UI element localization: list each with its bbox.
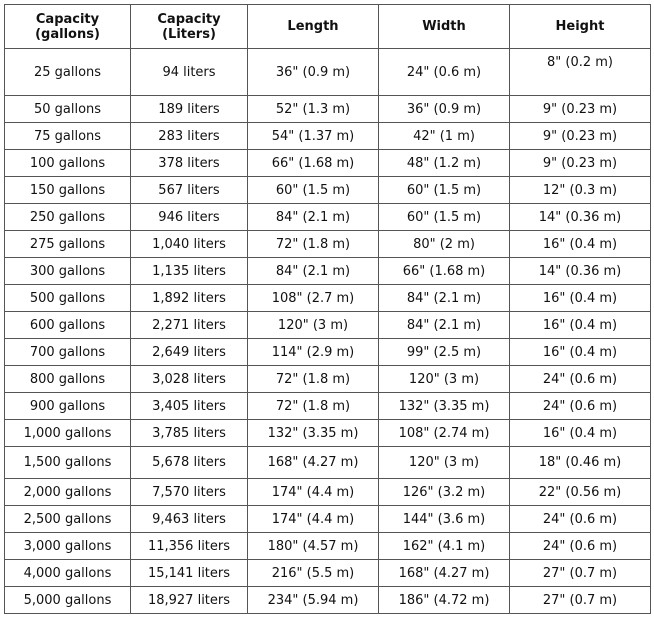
length-cell: 52" (1.3 m) (248, 96, 379, 123)
width-cell: 80" (2 m) (379, 231, 510, 258)
height-cell: 24" (0.6 m) (510, 506, 651, 533)
capacity-liters-cell: 283 liters (131, 123, 248, 150)
height-cell: 16" (0.4 m) (510, 285, 651, 312)
length-cell: 84" (2.1 m) (248, 204, 379, 231)
table-body (5, 49, 651, 614)
width-cell: 126" (3.2 m) (379, 479, 510, 506)
height-cell: 27" (0.7 m) (510, 587, 651, 614)
capacity-liters-cell: 1,892 liters (131, 285, 248, 312)
capacity-liters-cell: 2,649 liters (131, 339, 248, 366)
capacity-gallons-cell: 1,000 gallons (5, 420, 131, 447)
table-row (5, 285, 651, 312)
width-cell: 42" (1 m) (379, 123, 510, 150)
table-row (5, 204, 651, 231)
capacity-gallons-cell: 2,500 gallons (5, 506, 131, 533)
capacity-liters-cell: 189 liters (131, 96, 248, 123)
capacity-liters-cell: 1,135 liters (131, 258, 248, 285)
height-cell: 27" (0.7 m) (510, 560, 651, 587)
height-cell: 12" (0.3 m) (510, 177, 651, 204)
height-cell: 24" (0.6 m) (510, 533, 651, 560)
width-cell: 108" (2.74 m) (379, 420, 510, 447)
capacity-liters-header: Capacity (Liters) (131, 5, 248, 49)
height-cell: 9" (0.23 m) (510, 150, 651, 177)
capacity-gallons-cell: 300 gallons (5, 258, 131, 285)
table-row (5, 312, 651, 339)
length-cell: 132" (3.35 m) (248, 420, 379, 447)
length-cell: 54" (1.37 m) (248, 123, 379, 150)
capacity-liters-cell: 3,405 liters (131, 393, 248, 420)
capacity-gallons-cell: 5,000 gallons (5, 587, 131, 614)
length-cell: 72" (1.8 m) (248, 366, 379, 393)
capacity-gallons-cell: 1,500 gallons (5, 447, 131, 479)
width-cell: 84" (2.1 m) (379, 312, 510, 339)
table-row (5, 533, 651, 560)
width-cell: 24" (0.6 m) (379, 49, 510, 96)
width-cell: 120" (3 m) (379, 447, 510, 479)
length-cell: 66" (1.68 m) (248, 150, 379, 177)
width-cell: 60" (1.5 m) (379, 177, 510, 204)
capacity-gallons-header: Capacity (gallons) (5, 5, 131, 49)
table-row (5, 366, 651, 393)
table-row (5, 587, 651, 614)
height-cell: 22" (0.56 m) (510, 479, 651, 506)
height-cell: 9" (0.23 m) (510, 96, 651, 123)
width-cell: 186" (4.72 m) (379, 587, 510, 614)
length-cell: 180" (4.57 m) (248, 533, 379, 560)
capacity-gallons-cell: 600 gallons (5, 312, 131, 339)
height-cell: 8" (0.2 m) (510, 49, 651, 96)
capacity-liters-cell: 7,570 liters (131, 479, 248, 506)
capacity-gallons-cell: 2,000 gallons (5, 479, 131, 506)
length-cell: 72" (1.8 m) (248, 231, 379, 258)
capacity-liters-cell: 9,463 liters (131, 506, 248, 533)
width-cell: 48" (1.2 m) (379, 150, 510, 177)
length-header: Length (248, 5, 379, 49)
capacity-gallons-cell: 50 gallons (5, 96, 131, 123)
height-cell: 16" (0.4 m) (510, 420, 651, 447)
length-cell: 36" (0.9 m) (248, 49, 379, 96)
capacity-liters-cell: 567 liters (131, 177, 248, 204)
width-cell: 36" (0.9 m) (379, 96, 510, 123)
table-row (5, 560, 651, 587)
tank-dimensions-table (4, 4, 651, 614)
table-row (5, 393, 651, 420)
capacity-liters-cell: 3,028 liters (131, 366, 248, 393)
height-cell: 16" (0.4 m) (510, 339, 651, 366)
capacity-gallons-cell: 800 gallons (5, 366, 131, 393)
length-cell: 108" (2.7 m) (248, 285, 379, 312)
width-cell: 168" (4.27 m) (379, 560, 510, 587)
length-cell: 216" (5.5 m) (248, 560, 379, 587)
capacity-liters-cell: 18,927 liters (131, 587, 248, 614)
capacity-liters-cell: 3,785 liters (131, 420, 248, 447)
capacity-gallons-cell: 100 gallons (5, 150, 131, 177)
table-row (5, 123, 651, 150)
height-cell: 9" (0.23 m) (510, 123, 651, 150)
table-row (5, 231, 651, 258)
width-header: Width (379, 5, 510, 49)
length-cell: 120" (3 m) (248, 312, 379, 339)
height-cell: 16" (0.4 m) (510, 312, 651, 339)
height-cell: 16" (0.4 m) (510, 231, 651, 258)
capacity-gallons-cell: 4,000 gallons (5, 560, 131, 587)
table-row (5, 96, 651, 123)
width-cell: 84" (2.1 m) (379, 285, 510, 312)
width-cell: 144" (3.6 m) (379, 506, 510, 533)
table-row (5, 506, 651, 533)
capacity-liters-cell: 378 liters (131, 150, 248, 177)
width-cell: 99" (2.5 m) (379, 339, 510, 366)
height-cell: 14" (0.36 m) (510, 258, 651, 285)
length-cell: 114" (2.9 m) (248, 339, 379, 366)
width-cell: 162" (4.1 m) (379, 533, 510, 560)
table-row (5, 447, 651, 479)
length-cell: 72" (1.8 m) (248, 393, 379, 420)
width-cell: 60" (1.5 m) (379, 204, 510, 231)
height-cell: 24" (0.6 m) (510, 366, 651, 393)
height-cell: 18" (0.46 m) (510, 447, 651, 479)
table-row (5, 420, 651, 447)
table-row (5, 177, 651, 204)
table-row (5, 150, 651, 177)
capacity-gallons-cell: 3,000 gallons (5, 533, 131, 560)
length-cell: 174" (4.4 m) (248, 506, 379, 533)
header-row (5, 5, 651, 49)
width-cell: 120" (3 m) (379, 366, 510, 393)
width-cell: 66" (1.68 m) (379, 258, 510, 285)
table-row (5, 49, 651, 96)
capacity-liters-cell: 946 liters (131, 204, 248, 231)
table-row (5, 339, 651, 366)
capacity-gallons-cell: 275 gallons (5, 231, 131, 258)
length-cell: 84" (2.1 m) (248, 258, 379, 285)
length-cell: 174" (4.4 m) (248, 479, 379, 506)
capacity-gallons-cell: 700 gallons (5, 339, 131, 366)
capacity-gallons-cell: 75 gallons (5, 123, 131, 150)
capacity-liters-cell: 2,271 liters (131, 312, 248, 339)
width-cell: 132" (3.35 m) (379, 393, 510, 420)
height-header: Height (510, 5, 651, 49)
capacity-gallons-cell: 150 gallons (5, 177, 131, 204)
capacity-liters-cell: 94 liters (131, 49, 248, 96)
length-cell: 168" (4.27 m) (248, 447, 379, 479)
capacity-liters-cell: 1,040 liters (131, 231, 248, 258)
table-row (5, 258, 651, 285)
capacity-liters-cell: 5,678 liters (131, 447, 248, 479)
capacity-gallons-cell: 900 gallons (5, 393, 131, 420)
length-cell: 234" (5.94 m) (248, 587, 379, 614)
capacity-liters-cell: 11,356 liters (131, 533, 248, 560)
table-row (5, 479, 651, 506)
height-cell: 24" (0.6 m) (510, 393, 651, 420)
length-cell: 60" (1.5 m) (248, 177, 379, 204)
capacity-gallons-cell: 500 gallons (5, 285, 131, 312)
capacity-liters-cell: 15,141 liters (131, 560, 248, 587)
height-cell: 14" (0.36 m) (510, 204, 651, 231)
capacity-gallons-cell: 25 gallons (5, 49, 131, 96)
capacity-gallons-cell: 250 gallons (5, 204, 131, 231)
